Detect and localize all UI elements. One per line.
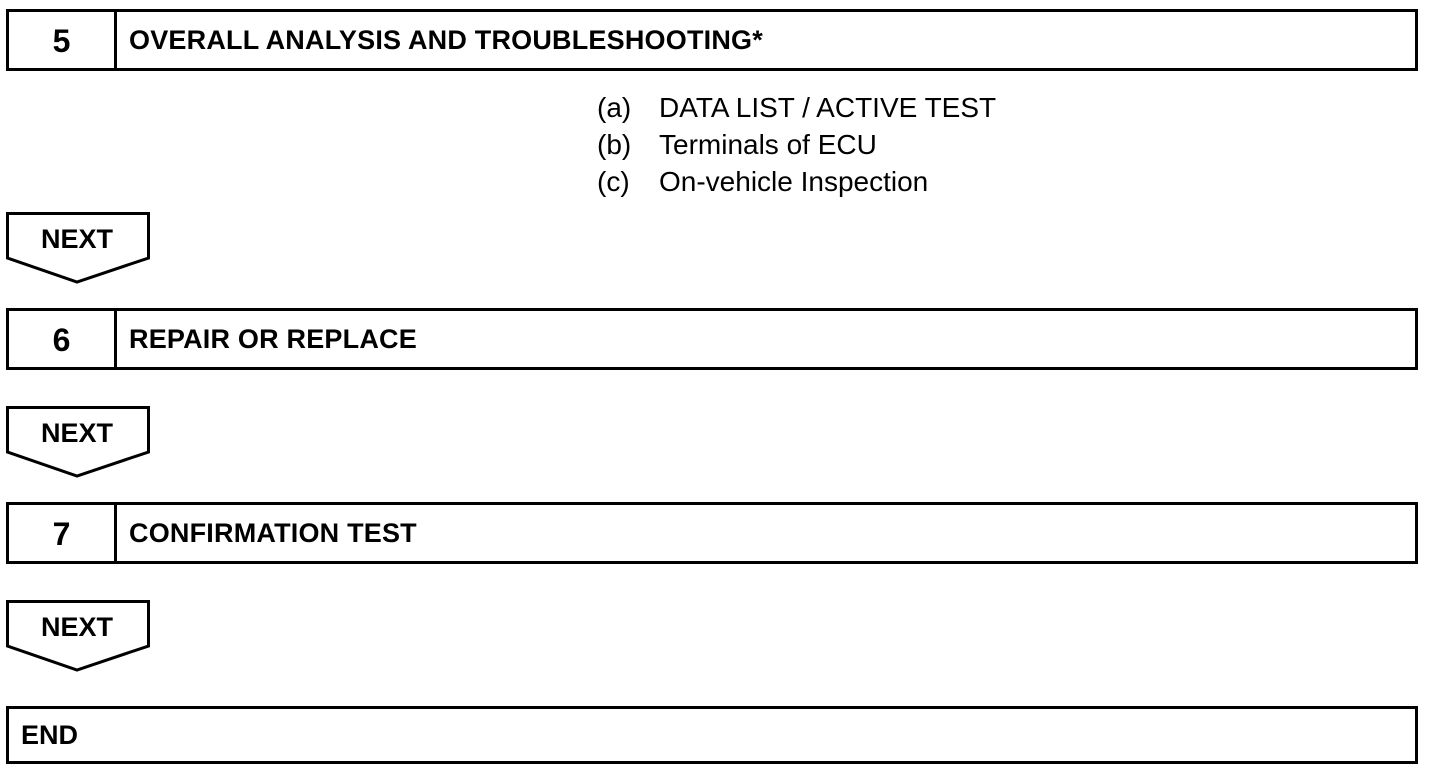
step-number: 6 xyxy=(9,311,117,367)
end-box xyxy=(6,706,1418,764)
step-6-box xyxy=(6,308,1418,370)
next-arrow xyxy=(6,406,150,480)
sub-item-text: DATA LIST / ACTIVE TEST xyxy=(659,92,997,123)
step-title: OVERALL ANALYSIS AND TROUBLESHOOTING* xyxy=(129,24,763,55)
sub-item-text: Terminals of ECU xyxy=(659,129,877,160)
next-label: NEXT xyxy=(40,612,113,642)
next-label: NEXT xyxy=(40,418,113,448)
sub-item xyxy=(597,89,996,126)
next-arrow xyxy=(6,212,150,286)
step-7-box xyxy=(6,502,1418,564)
sub-item-letter: (b) xyxy=(597,129,632,160)
sub-item-text: On-vehicle Inspection xyxy=(659,166,929,197)
sub-item xyxy=(597,163,996,200)
step-number: 5 xyxy=(9,12,117,68)
step-number: 7 xyxy=(9,505,117,561)
step-title: REPAIR OR REPLACE xyxy=(129,323,417,354)
sub-item-letter: (a) xyxy=(597,92,632,123)
step-5-sub-list xyxy=(597,89,996,200)
sub-item-letter: (c) xyxy=(597,166,630,197)
sub-item xyxy=(597,126,996,163)
next-label: NEXT xyxy=(40,224,113,254)
end-label: END xyxy=(21,719,79,750)
next-arrow xyxy=(6,600,150,674)
step-title: CONFIRMATION TEST xyxy=(129,517,417,548)
step-5-box xyxy=(6,9,1418,71)
